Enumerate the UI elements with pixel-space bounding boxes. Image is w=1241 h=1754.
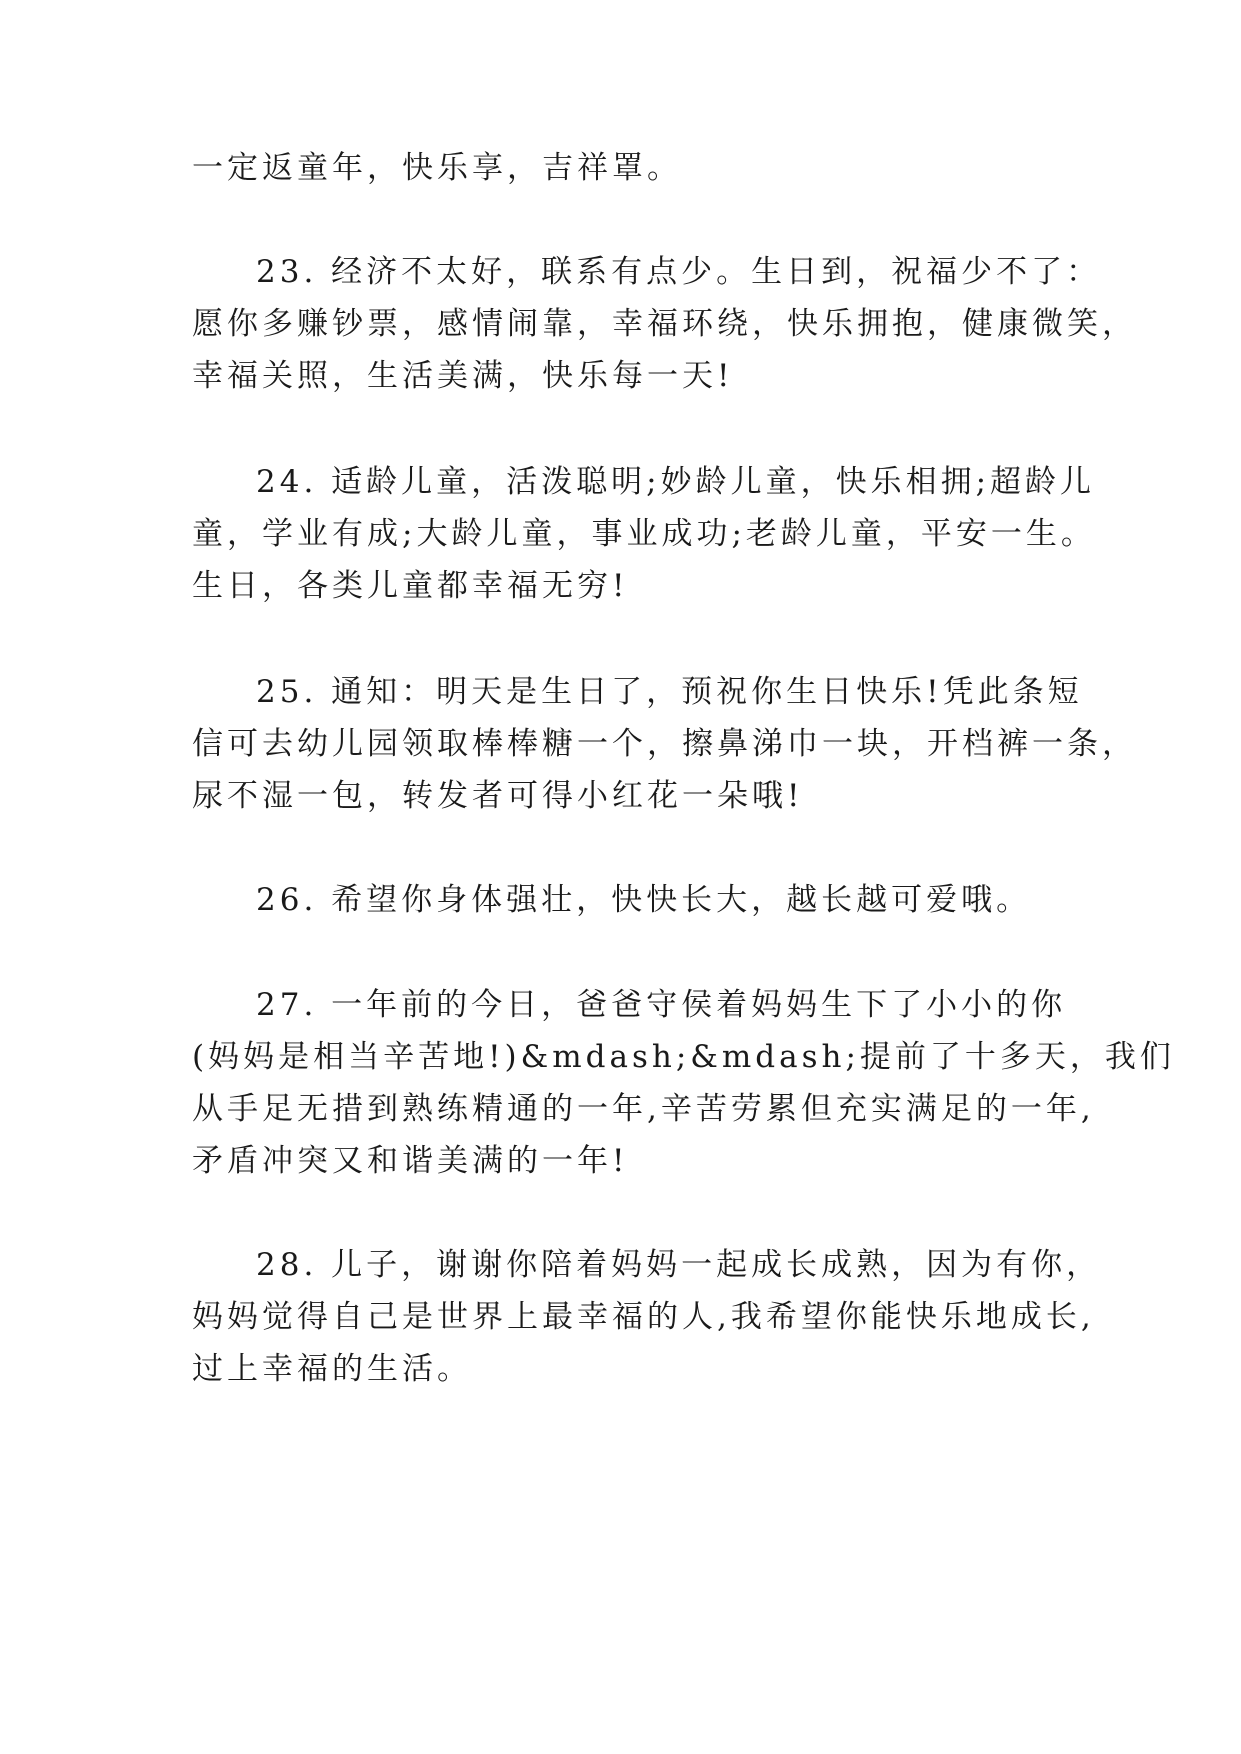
paragraph-24-line-1: 24. 适龄儿童，活泼聪明;妙龄儿童，快乐相拥;超龄儿 (256, 464, 1096, 500)
paragraph-28-line-1: 28. 儿子，谢谢你陪着妈妈一起成长成熟，因为有你， (256, 1247, 1102, 1283)
paragraph-25-line-2: 信可去幼儿园领取棒棒糖一个，擦鼻涕巾一块，开档裤一条， (192, 726, 1137, 762)
paragraph-23-line-2: 愿你多赚钞票，感情闹靠，幸福环绕，快乐拥抱，健康微笑， (192, 306, 1137, 342)
paragraph-27-line-2: (妈妈是相当辛苦地!)&mdash;&mdash;提前了十多天，我们 (192, 1039, 1175, 1075)
paragraph-24-line-2: 童，学业有成;大龄儿童，事业成功;老龄儿童，平安一生。 (192, 516, 1096, 552)
paragraph-23-line-3: 幸福关照，生活美满，快乐每一天! (192, 358, 734, 394)
paragraph-26-line-1: 26. 希望你身体强壮，快快长大，越长越可爱哦。 (256, 882, 1032, 918)
paragraph-25-line-3: 尿不湿一包，转发者可得小红花一朵哦! (192, 778, 804, 814)
paragraph-28-line-2: 妈妈觉得自己是世界上最幸福的人,我希望你能快乐地成长, (192, 1299, 1095, 1335)
paragraph-28-line-3: 过上幸福的生活。 (192, 1351, 472, 1387)
paragraph-27-line-1: 27. 一年前的今日，爸爸守侯着妈妈生下了小小的你 (256, 987, 1067, 1023)
paragraph-27-line-3: 从手足无措到熟练精通的一年,辛苦劳累但充实满足的一年, (192, 1091, 1095, 1127)
paragraph-22-line-1: 一定返童年，快乐享，吉祥罩。 (192, 150, 682, 186)
paragraph-24-line-3: 生日，各类儿童都幸福无穷! (192, 568, 629, 604)
paragraph-23-line-1: 23. 经济不太好，联系有点少。生日到，祝福少不了： (256, 254, 1102, 290)
paragraph-25-line-1: 25. 通知：明天是生日了，预祝你生日快乐!凭此条短 (256, 674, 1083, 710)
paragraph-27-line-4: 矛盾冲突又和谐美满的一年! (192, 1143, 629, 1179)
